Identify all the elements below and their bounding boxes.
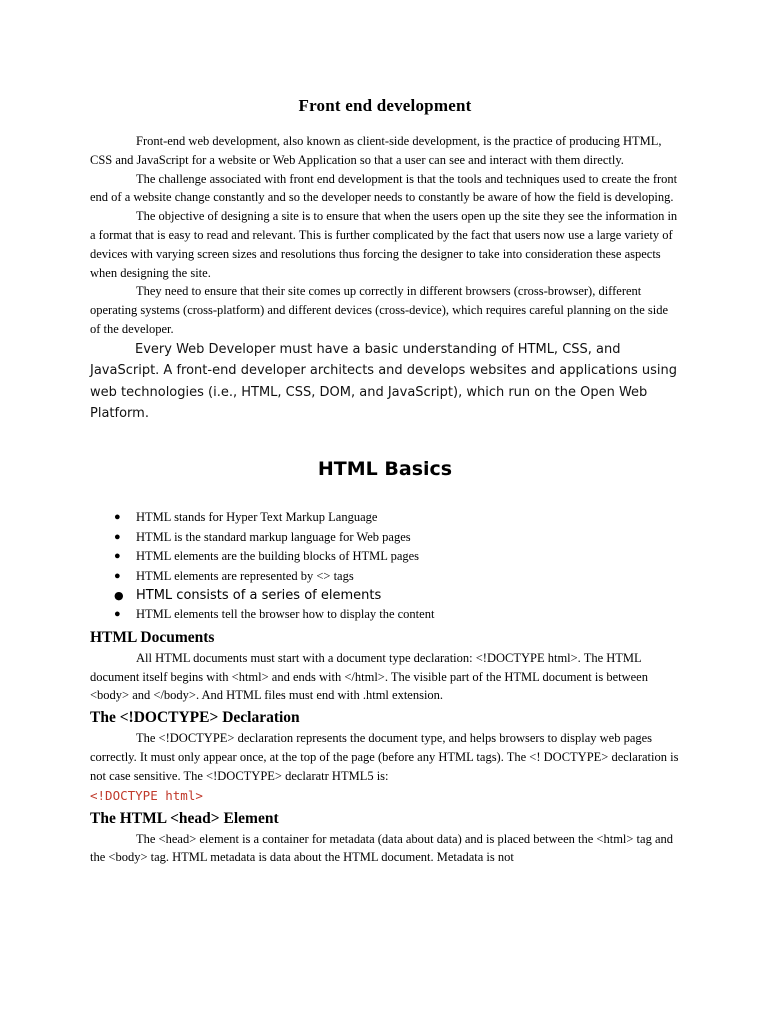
intro-paragraph-1: Front-end web development, also known as client-side development, is the practice of producing HTML, CSS and JavaScript for a website or Web Application so that a user can see and interact with them directly. (90, 134, 662, 167)
doctype-code-sample: <!DOCTYPE html> (90, 787, 203, 803)
intro-paragraph-2: The challenge associated with front end development is that the tools and techniques used to create the front end of a website change constantly and so the developer needs to constantly be aware of how the field is developing. (90, 171, 678, 205)
html-documents-paragraph: All HTML documents must start with a document type declaration: <!DOCTYPE html>. The HTML document itself begins with <html> and ends with </html>. The visible part of the HTML document is between <body> and </body>. And HTML files must end with .html extension. (90, 650, 648, 703)
web-developer-paragraph: Every Web Developer must have a basic understanding of HTML, CSS, and JavaScript. A front-end developer architects and develops websites and applications using web technologies (i.e., HTML, CSS, DOM, and JavaScript), which run on the Open Web Platform. (90, 341, 678, 421)
doctype-heading: The <!DOCTYPE> Declaration (90, 709, 300, 727)
intro-section (90, 132, 680, 339)
html-basics-heading: HTML Basics (317, 458, 453, 481)
document-title: Front end development (298, 96, 472, 115)
head-element-heading: The HTML <head> Element (90, 809, 279, 827)
bullet-icon: ● (114, 550, 121, 563)
bullet-icon: ● (114, 569, 121, 582)
bullet-icon: ● (114, 530, 121, 543)
intro-paragraph-3: The objective of designing a site is to ensure that when the users open up the site they see the information in a format that is easy to read and relevant. This is further complicated by the fact that users now use a large variety of devices with varying screen sizes and resolutions thus forcing the designer to take into consideration these aspects when designing the site. (90, 209, 678, 280)
list-item-text: HTML elements are represented by <> tags (136, 568, 354, 583)
list-item-text: HTML is the standard markup language for Web pages (136, 529, 411, 544)
list-item (114, 508, 680, 528)
bullet-icon: ● (114, 589, 124, 603)
list-item (114, 528, 680, 548)
intro-paragraph-4: They need to ensure that their site comes up correctly in different browsers (cross-browser), different operating systems (cross-platform) and different devices (cross-device), which requires careful planning on the side of the developer. (90, 284, 669, 336)
bullet-icon: ● (114, 608, 121, 621)
html-basics-list (90, 508, 680, 625)
list-item (114, 586, 680, 605)
bullet-icon: ● (114, 511, 121, 524)
list-item (114, 567, 680, 587)
html-documents-heading: HTML Documents (90, 628, 215, 646)
doctype-paragraph: The <!DOCTYPE> declaration represents the document type, and helps browsers to display web pages correctly. It must only appear once, at the top of the page (before any HTML tags). The <! DOCTYPE> declaration is not case sensitive. The <!DOCTYPE> declaratr HTML5 is: (90, 731, 679, 783)
list-item-text: HTML stands for Hyper Text Markup Language (136, 510, 378, 525)
head-element-paragraph: The <head> element is a container for metadata (data about data) and is placed between the <html> tag and the <body> tag. HTML metadata is data about the HTML document. Metadata is not (90, 831, 674, 865)
list-item-text: HTML elements are the building blocks of HTML pages (136, 549, 420, 564)
list-item (114, 547, 680, 567)
list-item-text: HTML elements tell the browser how to display the content (136, 607, 435, 622)
list-item-text: HTML consists of a series of elements (136, 588, 382, 604)
list-item (114, 605, 680, 625)
